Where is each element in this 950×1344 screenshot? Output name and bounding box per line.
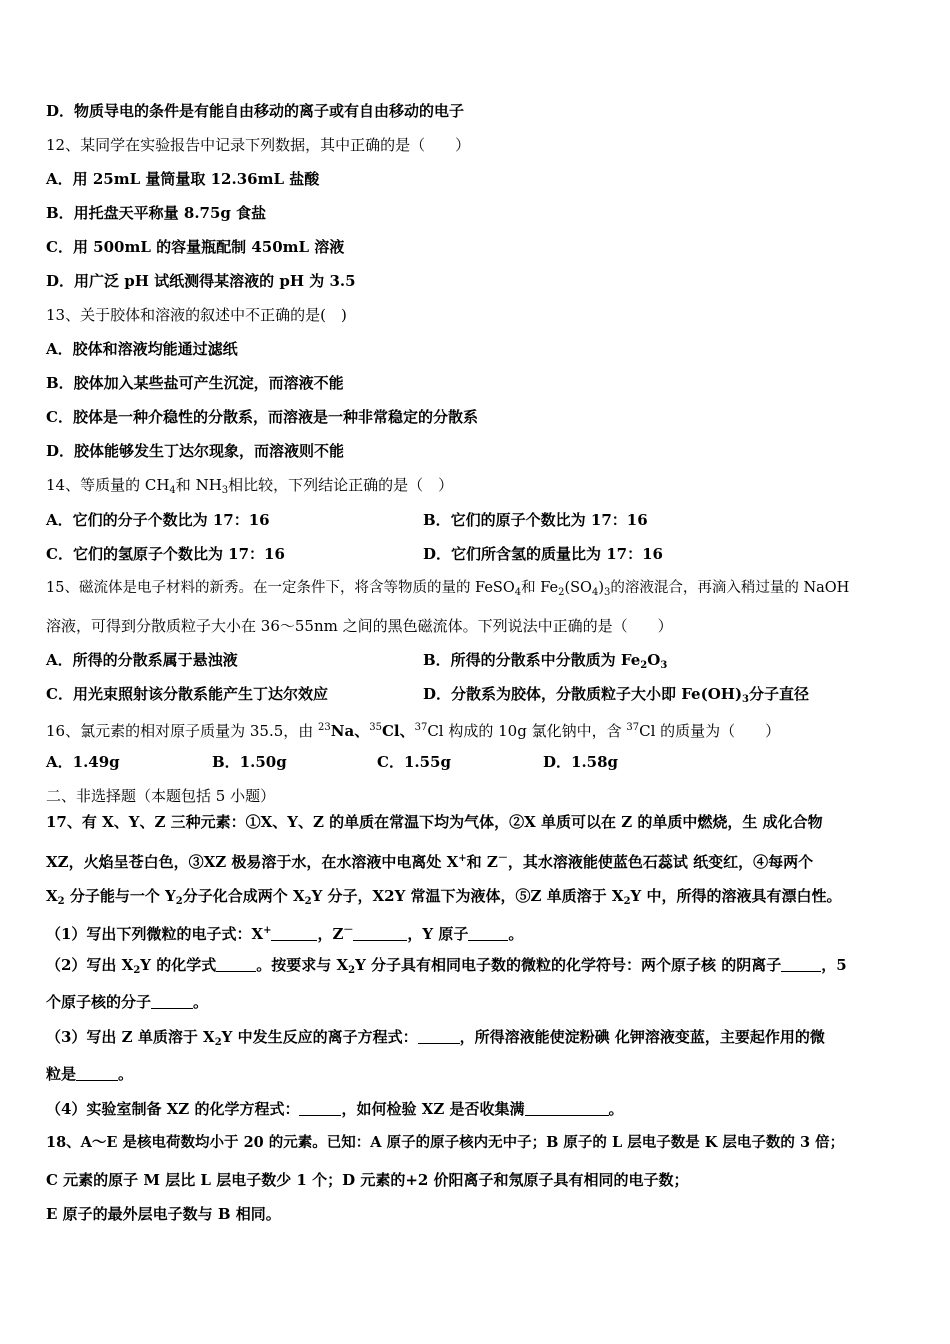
q12-option-c: C．用 500mL 的容量瓶配制 450mL 溶液 bbox=[46, 238, 345, 256]
q12-option-a: A．用 25mL 量筒量取 12.36mL 盐酸 bbox=[46, 170, 320, 188]
q15-l1-pre: 15、磁流体是电子材料的新秀。在一定条件下，将含等物质的量的 FeSO bbox=[46, 580, 515, 596]
q14-option-b: B．它们的原子个数比为 17：16 bbox=[423, 511, 648, 529]
q17-l3-d: Y 分子，X2Y 常温下为液体，⑤Z 单质溶于 X bbox=[311, 887, 624, 905]
q17-l2-mid: 和 Z bbox=[466, 853, 498, 871]
q17-l2-pre: XZ，火焰呈苍白色，③XZ 极易溶于水，在水溶液中电离处 X bbox=[46, 853, 459, 871]
q17-p3-a: （3）写出 Z 单质溶于 X bbox=[46, 1028, 215, 1046]
q17-l2-sup2: － bbox=[497, 853, 508, 864]
q17-l3-s4: 2 bbox=[623, 896, 631, 907]
q15-option-b-mid: O bbox=[647, 651, 661, 669]
q15-l1-post: 的溶液混合，再滴入稍过量的 NaOH bbox=[610, 580, 850, 596]
q17-p3-c: ，所得溶液能使淀粉碘 化钾溶液变蓝，主要起作用的微 bbox=[459, 1028, 825, 1046]
q17-p2-s1: 2 bbox=[133, 965, 141, 976]
q15-l1-mid3: ) bbox=[598, 580, 604, 596]
answer-blank-formula[interactable] bbox=[216, 957, 256, 972]
q16-na: Na、 bbox=[330, 722, 370, 740]
q17-p4-b: ，如何检验 XZ 是否收集满 bbox=[341, 1100, 525, 1118]
q17-p1-b: ，Z bbox=[317, 925, 344, 943]
q17-l3-a: X bbox=[46, 887, 58, 905]
q17-p2-s2: 2 bbox=[348, 965, 356, 976]
q15-option-d-pre: D．分散系为胶体，分散质粒子大小即 Fe(OH) bbox=[423, 685, 743, 703]
q17-p2-c: 。按要求与 X bbox=[256, 956, 349, 974]
q17-part3-line2 bbox=[46, 1064, 133, 1084]
q17-p1-end: 。 bbox=[508, 925, 524, 943]
q17-p3-s1: 2 bbox=[214, 1037, 222, 1048]
q16-stem-post: Cl 的质量为（ ） bbox=[639, 722, 781, 740]
q14-sub-3: 3 bbox=[221, 485, 229, 496]
q16-sup-37: 37 bbox=[414, 722, 428, 733]
answer-blank-anion[interactable] bbox=[781, 957, 821, 972]
q17-l3-e: Y 中，所得的溶液具有漂白性。 bbox=[630, 887, 842, 905]
q18-line3: E 原子的最外层电子数与 B 相同。 bbox=[46, 1205, 281, 1223]
q14-stem-pre: 14、等质量的 CH bbox=[46, 476, 170, 494]
answer-blank-chem-equation[interactable] bbox=[299, 1101, 341, 1116]
q14-stem-mid: 和 NH bbox=[175, 476, 222, 494]
q17-l3-b: 分子能与一个 Y bbox=[64, 887, 176, 905]
q15-sub-d: 3 bbox=[603, 587, 611, 598]
q17-p3-l2: 粒是 bbox=[46, 1065, 77, 1083]
q17-p2-e: ，5 bbox=[821, 956, 847, 974]
answer-blank-check-method[interactable] bbox=[525, 1101, 609, 1116]
q15-option-d bbox=[423, 684, 809, 710]
q14-options-row1 bbox=[46, 510, 648, 530]
q14-option-d: D．它们所含氢的质量比为 17：16 bbox=[423, 545, 663, 563]
q17-l3-s3: 2 bbox=[304, 896, 312, 907]
q17-p2-a: （2）写出 X bbox=[46, 956, 134, 974]
q15-option-a: A．所得的分散系属于悬浊液 bbox=[46, 651, 238, 669]
q15-l1-mid: 和 Fe bbox=[521, 580, 559, 596]
q12-option-b: B．用托盘天平称量 8.75g 食盐 bbox=[46, 204, 267, 222]
q17-p1-sup2: － bbox=[343, 925, 354, 936]
q13-option-b: B．胶体加入某些盐可产生沉淀，而溶液不能 bbox=[46, 374, 344, 392]
q17-p4-end: 。 bbox=[608, 1100, 624, 1118]
q15-l1-mid2: (SO bbox=[564, 580, 592, 596]
q14-option-c: C．它们的氢原子个数比为 17：16 bbox=[46, 545, 285, 563]
q14-stem-post: 相比较，下列结论正确的是（ ） bbox=[228, 476, 454, 494]
q14-sub-4: 4 bbox=[169, 485, 176, 496]
q15-stem-line2: 溶液，可得到分散质粒子大小在 36～55nm 之间的黑色磁流体。下列说法中正确的是（ ） bbox=[46, 617, 673, 635]
q17-part4 bbox=[46, 1099, 624, 1119]
q17-line2 bbox=[46, 849, 813, 872]
q18-line2: C 元素的原子 M 层比 L 层电子数少 1 个；D 元素的+2 价阳离子和氖原子具有相同的电子数； bbox=[46, 1171, 689, 1189]
answer-blank-molecule[interactable] bbox=[151, 994, 193, 1009]
q14-stem bbox=[46, 475, 453, 501]
q17-p2-b: Y 的化学式 bbox=[140, 956, 217, 974]
q17-l3-s2: 2 bbox=[175, 896, 183, 907]
q17-p1-c: ，Y 原子 bbox=[407, 925, 469, 943]
q14-option-a: A．它们的分子个数比为 17：16 bbox=[46, 511, 270, 529]
q17-part3 bbox=[46, 1027, 825, 1053]
q17-p4-a: （4）实验室制备 XZ 的化学方程式： bbox=[46, 1100, 300, 1118]
q15-options-row2 bbox=[46, 684, 810, 705]
q16-cl1: Cl、 bbox=[381, 722, 415, 740]
q17-p2-l2: 个原子核的分子 bbox=[46, 993, 152, 1011]
q16-option-c: C．1.55g bbox=[377, 753, 451, 771]
q16-sup-23: 23 bbox=[318, 722, 331, 733]
answer-blank-z-ion[interactable] bbox=[353, 926, 407, 941]
q13-option-d: D．胶体能够发生丁达尔现象，而溶液则不能 bbox=[46, 442, 345, 460]
q11-option-d: D．物质导电的条件是有能自由移动的离子或有自由移动的电子 bbox=[46, 102, 465, 120]
q15-sub-a: 4 bbox=[514, 587, 522, 598]
q17-p2-end: 。 bbox=[193, 993, 209, 1011]
q17-p3-end: 。 bbox=[118, 1065, 134, 1083]
q16-option-b: B．1.50g bbox=[212, 753, 287, 771]
q13-option-c: C．胶体是一种介稳性的分散系，而溶液是一种非常稳定的分散系 bbox=[46, 408, 478, 426]
q14-options-row2 bbox=[46, 544, 663, 564]
q15-option-d-sub3: 3 bbox=[742, 694, 750, 705]
q16-stem-pre: 16、氯元素的相对原子质量为 35.5，由 bbox=[46, 722, 319, 740]
q17-line3 bbox=[46, 886, 841, 912]
q15-option-c: C．用光束照射该分散系能产生丁达尔效应 bbox=[46, 685, 328, 703]
q16-option-a: A．1.49g bbox=[46, 753, 120, 771]
q16-sup-35: 35 bbox=[369, 722, 382, 733]
q17-p2-d: Y 分子具有相同电子数的微粒的化学符号：两个原子核 的阴离子 bbox=[355, 956, 782, 974]
q15-option-b-sub3: 3 bbox=[660, 660, 668, 671]
q17-l2-post: ，其水溶液能使蓝色石蕊试 纸变红，④每两个 bbox=[507, 853, 814, 871]
q15-sub-c: 4 bbox=[591, 587, 599, 598]
q18-line1: 18、A～E 是核电荷数均小于 20 的元素。已知：A 原子的原子核内无中子；B 原子的 L 层电子数是 K 层电子数的 3 倍； bbox=[46, 1134, 845, 1151]
q16-option-d: D．1.58g bbox=[543, 753, 619, 771]
q17-p1-a: （1）写出下列微粒的电子式：X bbox=[46, 925, 264, 943]
q16-options bbox=[46, 752, 619, 772]
q17-l2-sup1: + bbox=[458, 853, 467, 864]
q16-sup-37b: 37 bbox=[626, 722, 640, 733]
q15-option-d-post: 分子直径 bbox=[749, 685, 810, 703]
q17-part2-line2 bbox=[46, 992, 208, 1012]
q15-option-b bbox=[423, 650, 667, 676]
q17-l3-c: 分子化合成两个 X bbox=[182, 887, 305, 905]
q17-part1 bbox=[46, 921, 523, 944]
q17-line1: 17、有 X、Y、Z 三种元素：①X、Y、Z 的单质在常温下均为气体，②X 单质可以在 Z 的单质中燃烧，生 成化合物 bbox=[46, 813, 823, 831]
q16-stem bbox=[46, 718, 780, 741]
answer-blank-particle[interactable] bbox=[76, 1066, 118, 1081]
answer-blank-y-atom[interactable] bbox=[468, 926, 508, 941]
q15-options-row1 bbox=[46, 650, 668, 671]
section-2-heading: 二、非选择题（本题包括 5 小题） bbox=[46, 787, 276, 805]
q17-p3-b: Y 中发生反应的离子方程式： bbox=[221, 1028, 418, 1046]
q12-stem: 12、某同学在实验报告中记录下列数据，其中正确的是（ ） bbox=[46, 136, 471, 154]
q15-sub-b: 2 bbox=[558, 587, 565, 598]
q17-p1-sup1: + bbox=[263, 925, 272, 936]
q17-part2 bbox=[46, 955, 847, 981]
q15-option-b-sub2: 2 bbox=[640, 660, 648, 671]
q15-option-b-pre: B．所得的分散系中分散质为 Fe bbox=[423, 651, 641, 669]
q12-option-d: D．用广泛 pH 试纸测得某溶液的 pH 为 3.5 bbox=[46, 272, 356, 290]
q17-l3-s1: 2 bbox=[57, 896, 65, 907]
answer-blank-x-ion[interactable] bbox=[271, 926, 317, 941]
answer-blank-ionic-equation[interactable] bbox=[418, 1029, 460, 1044]
q15-stem-line1 bbox=[46, 578, 849, 603]
q13-option-a: A．胶体和溶液均能通过滤纸 bbox=[46, 340, 238, 358]
q16-stem-mid: Cl 构成的 10g 氯化钠中，含 bbox=[427, 722, 627, 740]
q13-stem: 13、关于胶体和溶液的叙述中不正确的是( ) bbox=[46, 306, 347, 324]
